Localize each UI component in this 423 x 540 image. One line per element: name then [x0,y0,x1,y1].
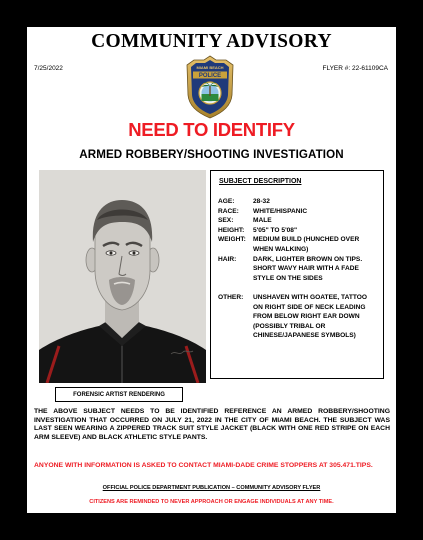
suspect-sketch [39,170,206,383]
sketch-caption: FORENSIC ARTIST RENDERING [55,387,183,402]
advisory-flyer [27,27,396,513]
subject-paragraph: THE ABOVE SUBJECT NEEDS TO BE IDENTIFIED REFERENCE AN ARMED ROBBERY/SHOOTING INVESTIGATION THAT OCCURRED ON JULY 21, 2022 IN THE CITY OF MIAMI BEACH. THE SUBJECT WAS LAST SEEN WEARING A ZIPPERED TRACK SUIT STYLE JACKET (BLACK WITH ONE RED STRIPE ON EACH ARM SLEEVE) AND BLACK ATHLETIC STYLE PANTS. [34,408,390,441]
desc-value: DARK, LIGHTER BROWN ON TIPS. SHORT WAVY HAIR WITH A FADE STYLE ON THE SIDES [253,255,363,282]
desc-row-weight [218,235,378,254]
contact-paragraph: ANYONE WITH INFORMATION IS ASKED TO CONTACT MIAMI-DADE CRIME STOPPERS AT 305.471.TIPS. [34,462,373,469]
desc-row-age [218,197,378,207]
desc-row-other [218,293,378,341]
citizen-reminder: CITIZENS ARE REMINDED TO NEVER APPROACH OR ENGAGE INDIVIDUALS AT ANY TIME. [89,499,334,505]
description-heading: SUBJECT DESCRIPTION [219,178,302,185]
desc-value: MEDIUM BUILD (HUNCHED OVER WHEN WALKING) [253,236,360,253]
desc-label: HAIR: [218,255,237,263]
desc-value: 5'05" TO 5'08" [253,226,298,234]
subtitle: ARMED ROBBERY/SHOOTING INVESTIGATION [79,148,344,161]
desc-label: RACE: [218,207,239,215]
subject-description [210,170,384,379]
flyer-number: FLYER #: 22-61109CA [322,65,388,72]
desc-value: MALE [253,217,272,225]
desc-label: SEX: [218,217,234,225]
desc-label: WEIGHT: [218,236,246,244]
desc-value: 28-32 [253,198,270,205]
desc-label: HEIGHT: [218,226,245,234]
police-badge-icon [185,55,235,119]
desc-row-hair [218,255,378,284]
desc-row-sex [218,216,378,226]
desc-label: AGE: [218,198,235,205]
desc-row-race [218,207,378,217]
flyer-date: 7/25/2022 [34,65,63,72]
badge-main-text: POLICE [198,73,222,80]
headline: NEED TO IDENTIFY [128,119,295,140]
official-publication-note: OFFICIAL POLICE DEPARTMENT PUBLICATION – COMMUNITY ADVISORY FLYER [102,485,321,491]
desc-label: OTHER: [218,294,244,301]
desc-row-height [218,226,378,236]
desc-value: UNSHAVEN WITH GOATEE, TATTOO ON RIGHT SIDE OF NECK LEADING FROM BELOW RIGHT EAR DOWN (POSSIBLY TRIBAL OR CHINESE/JAPANESE SYMBOLS) [253,294,368,340]
page-title: COMMUNITY ADVISORY [91,31,332,52]
badge-top-text: MIAMI BEACH [196,65,224,70]
suspect-sketch-icon [39,170,206,383]
desc-value: WHITE/HISPANIC [253,207,308,215]
